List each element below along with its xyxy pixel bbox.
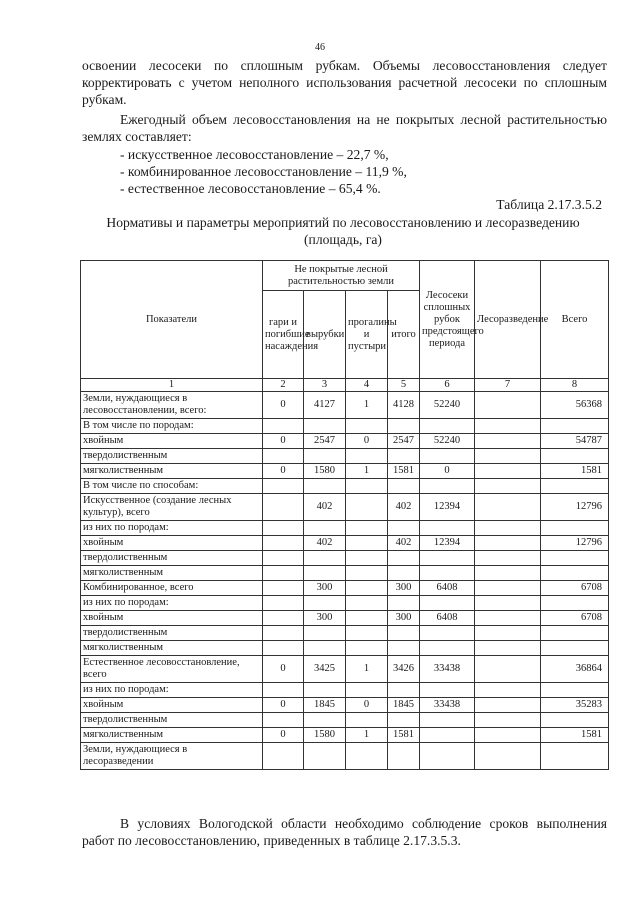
cell-c7	[475, 656, 541, 683]
row-label: мягколиственным	[81, 464, 263, 479]
cell-c2: 0	[263, 728, 304, 743]
cell-c5	[388, 449, 420, 464]
column-index: 3	[304, 379, 346, 392]
paragraph-2: Ежегодный объем лесовосстановления на не покрытых лесной растительностью землях составляет:	[82, 112, 607, 144]
cell-c4	[346, 641, 388, 656]
cell-c5	[388, 521, 420, 536]
cell-c2	[263, 566, 304, 581]
cell-c8: 1581	[541, 728, 609, 743]
cell-c8: 54787	[541, 434, 609, 449]
cell-c7	[475, 683, 541, 698]
cell-c6	[420, 626, 475, 641]
cell-c5	[388, 551, 420, 566]
cell-c8: 12796	[541, 494, 609, 521]
cell-c5	[388, 596, 420, 611]
cell-c2	[263, 611, 304, 626]
cell-c8	[541, 713, 609, 728]
row-label: хвойным	[81, 434, 263, 449]
cell-c3	[304, 479, 346, 494]
cell-c6	[420, 449, 475, 464]
cell-c2	[263, 521, 304, 536]
cell-c3	[304, 713, 346, 728]
table-label: Таблица 2.17.3.5.2	[496, 197, 602, 212]
cell-c6: 6408	[420, 581, 475, 596]
row-label: Искусственное (создание лесных культур), всего	[81, 494, 263, 521]
column-index: 7	[475, 379, 541, 392]
cell-c7	[475, 521, 541, 536]
cell-c7	[475, 449, 541, 464]
cell-c8	[541, 449, 609, 464]
cell-c3: 1580	[304, 728, 346, 743]
cell-c8	[541, 743, 609, 770]
table-row	[81, 392, 609, 419]
table-row	[81, 656, 609, 683]
table-row	[81, 419, 609, 434]
cell-c4	[346, 713, 388, 728]
table-row	[81, 641, 609, 656]
cell-c5	[388, 566, 420, 581]
row-label: В том числе по способам:	[81, 479, 263, 494]
cell-c7	[475, 713, 541, 728]
cell-c5: 1581	[388, 464, 420, 479]
cell-c3: 2547	[304, 434, 346, 449]
cell-c3: 1845	[304, 698, 346, 713]
column-index: 1	[81, 379, 263, 392]
cell-c2	[263, 743, 304, 770]
row-label: твердолиственным	[81, 551, 263, 566]
table-row	[81, 566, 609, 581]
cell-c4	[346, 449, 388, 464]
cell-c6: 33438	[420, 698, 475, 713]
cell-c4	[346, 596, 388, 611]
row-label: мягколиственным	[81, 641, 263, 656]
cell-c7	[475, 596, 541, 611]
cell-c5: 4128	[388, 392, 420, 419]
table-row	[81, 581, 609, 596]
table-row	[81, 626, 609, 641]
cell-c2	[263, 551, 304, 566]
cell-c7	[475, 536, 541, 551]
cell-c6: 52240	[420, 392, 475, 419]
cell-c3: 402	[304, 536, 346, 551]
cell-c5: 300	[388, 581, 420, 596]
cell-c6	[420, 713, 475, 728]
cell-c2	[263, 536, 304, 551]
cell-c7	[475, 626, 541, 641]
cell-c2: 0	[263, 698, 304, 713]
table-caption	[78, 214, 608, 248]
row-label: мягколиственным	[81, 728, 263, 743]
table-row	[81, 713, 609, 728]
row-label: В том числе по породам:	[81, 419, 263, 434]
cell-c8: 36864	[541, 656, 609, 683]
table-row	[81, 449, 609, 464]
cell-c4	[346, 551, 388, 566]
column-index: 6	[420, 379, 475, 392]
cell-c7	[475, 464, 541, 479]
cell-c7	[475, 419, 541, 434]
cell-c5: 402	[388, 494, 420, 521]
table-caption-units: (площадь, га)	[304, 232, 382, 247]
cell-c8	[541, 566, 609, 581]
cell-c8	[541, 641, 609, 656]
cell-c3	[304, 419, 346, 434]
cell-c2: 0	[263, 656, 304, 683]
cell-c7	[475, 581, 541, 596]
cell-c8	[541, 683, 609, 698]
cell-c6: 33438	[420, 656, 475, 683]
row-label: из них по породам:	[81, 521, 263, 536]
row-label: хвойным	[81, 698, 263, 713]
table-row	[81, 596, 609, 611]
column-index: 4	[346, 379, 388, 392]
cell-c8	[541, 551, 609, 566]
cell-c2	[263, 419, 304, 434]
table-row	[81, 743, 609, 770]
column-index-row	[81, 379, 609, 392]
cell-c3	[304, 521, 346, 536]
cell-c3	[304, 551, 346, 566]
cell-c8	[541, 626, 609, 641]
cell-c7	[475, 392, 541, 419]
cell-c6	[420, 551, 475, 566]
cell-c4	[346, 683, 388, 698]
cell-c3	[304, 641, 346, 656]
row-label: Земли, нуждающиеся в лесовосстановлении, всего:	[81, 392, 263, 419]
cell-c6	[420, 641, 475, 656]
cell-c6	[420, 521, 475, 536]
header-unforested-lands: Не покрытые лесной растительностью земли	[263, 261, 420, 291]
cell-c4: 0	[346, 434, 388, 449]
cell-c7	[475, 551, 541, 566]
cell-c8	[541, 479, 609, 494]
cell-c6: 6408	[420, 611, 475, 626]
cell-c7	[475, 479, 541, 494]
cell-c4	[346, 419, 388, 434]
row-label: твердолиственным	[81, 713, 263, 728]
header-clearings: вырубки	[304, 291, 346, 379]
row-label: Естественное лесовосстановление, всего	[81, 656, 263, 683]
cell-c5	[388, 713, 420, 728]
cell-c3	[304, 596, 346, 611]
cell-c7	[475, 743, 541, 770]
header-subtotal: итого	[388, 291, 420, 379]
cell-c4	[346, 626, 388, 641]
cell-c5: 3426	[388, 656, 420, 683]
table-row	[81, 464, 609, 479]
cell-c7	[475, 641, 541, 656]
cell-c6	[420, 566, 475, 581]
table-row	[81, 494, 609, 521]
column-index: 5	[388, 379, 420, 392]
cell-c6	[420, 728, 475, 743]
cell-c5	[388, 479, 420, 494]
cell-c5	[388, 641, 420, 656]
cell-c5: 300	[388, 611, 420, 626]
cell-c4	[346, 479, 388, 494]
cell-c3	[304, 626, 346, 641]
cell-c3: 300	[304, 611, 346, 626]
list-item: - искусственное лесовосстановление – 22,7 %,	[120, 147, 389, 162]
cell-c3: 1580	[304, 464, 346, 479]
row-label: Комбинированное, всего	[81, 581, 263, 596]
table-row	[81, 551, 609, 566]
cell-c8: 35283	[541, 698, 609, 713]
cell-c3: 402	[304, 494, 346, 521]
column-index: 8	[541, 379, 609, 392]
header-clearcut-areas: Лесосеки сплошных рубок предстоящего периода	[420, 261, 475, 379]
row-label: из них по породам:	[81, 596, 263, 611]
cell-c5	[388, 743, 420, 770]
cell-c5: 2547	[388, 434, 420, 449]
cell-c6: 52240	[420, 434, 475, 449]
cell-c6	[420, 683, 475, 698]
cell-c6: 0	[420, 464, 475, 479]
table-caption-title: Нормативы и параметры мероприятий по лесовосстановлению и лесоразведению	[106, 215, 580, 230]
column-index: 2	[263, 379, 304, 392]
cell-c5	[388, 683, 420, 698]
cell-c6	[420, 596, 475, 611]
cell-c7	[475, 698, 541, 713]
cell-c4	[346, 743, 388, 770]
table-row	[81, 611, 609, 626]
cell-c2	[263, 596, 304, 611]
cell-c7	[475, 728, 541, 743]
table-row	[81, 536, 609, 551]
cell-c8	[541, 419, 609, 434]
header-glades-wastelands: прогалины и пустыри	[346, 291, 388, 379]
row-label: хвойным	[81, 536, 263, 551]
list-item: - естественное лесовосстановление – 65,4 %.	[120, 181, 381, 196]
cell-c3	[304, 449, 346, 464]
cell-c4	[346, 494, 388, 521]
cell-c8: 6708	[541, 581, 609, 596]
row-label: хвойным	[81, 611, 263, 626]
percentages-list	[120, 146, 407, 197]
paragraph-1: освоении лесосеки по сплошным рубкам. Объемы лесовосстановления следует корректировать с учетом неполного использования расчетной лесосеки по сплошным рубкам.	[82, 58, 607, 107]
cell-c8: 12796	[541, 536, 609, 551]
cell-c5	[388, 419, 420, 434]
table-row	[81, 521, 609, 536]
row-label: Земли, нуждающиеся в лесоразведении	[81, 743, 263, 770]
cell-c6: 12394	[420, 494, 475, 521]
cell-c4: 1	[346, 656, 388, 683]
cell-c7	[475, 434, 541, 449]
table-row	[81, 479, 609, 494]
row-label: твердолиственным	[81, 626, 263, 641]
cell-c4	[346, 566, 388, 581]
cell-c4	[346, 611, 388, 626]
cell-c2	[263, 683, 304, 698]
cell-c8: 56368	[541, 392, 609, 419]
page-number: 46	[315, 42, 325, 53]
cell-c3	[304, 683, 346, 698]
cell-c6	[420, 479, 475, 494]
header-burnt-dead-stands: гари и погибшие насаждения	[263, 291, 304, 379]
forest-restoration-table	[80, 260, 609, 770]
table-row	[81, 683, 609, 698]
cell-c6: 12394	[420, 536, 475, 551]
footer-paragraph: В условиях Вологодской области необходимо соблюдение сроков выполнения работ по лесовосстановлению, приведенных в таблице 2.17.3.5.3.	[82, 816, 607, 848]
cell-c4	[346, 536, 388, 551]
cell-c2	[263, 713, 304, 728]
cell-c4: 0	[346, 698, 388, 713]
cell-c4	[346, 581, 388, 596]
cell-c6	[420, 743, 475, 770]
cell-c5: 1845	[388, 698, 420, 713]
cell-c3: 300	[304, 581, 346, 596]
cell-c7	[475, 494, 541, 521]
cell-c4	[346, 521, 388, 536]
cell-c5: 1581	[388, 728, 420, 743]
row-label: мягколиственным	[81, 566, 263, 581]
list-item: - комбинированное лесовосстановление – 11,9 %,	[120, 164, 407, 179]
cell-c2	[263, 479, 304, 494]
cell-c2	[263, 641, 304, 656]
row-label: твердолиственным	[81, 449, 263, 464]
cell-c2	[263, 494, 304, 521]
cell-c3	[304, 743, 346, 770]
cell-c8: 6708	[541, 611, 609, 626]
cell-c4: 1	[346, 392, 388, 419]
cell-c8: 1581	[541, 464, 609, 479]
header-total: Всего	[541, 261, 609, 379]
cell-c3	[304, 566, 346, 581]
cell-c8	[541, 596, 609, 611]
cell-c2: 0	[263, 464, 304, 479]
cell-c2	[263, 626, 304, 641]
cell-c5: 402	[388, 536, 420, 551]
cell-c2	[263, 449, 304, 464]
table-row	[81, 434, 609, 449]
cell-c7	[475, 611, 541, 626]
cell-c4: 1	[346, 728, 388, 743]
cell-c8	[541, 521, 609, 536]
table-row	[81, 698, 609, 713]
header-afforestation: Лесоразведение	[475, 261, 541, 379]
row-label: из них по породам:	[81, 683, 263, 698]
cell-c4: 1	[346, 464, 388, 479]
header-indicators: Показатели	[81, 261, 263, 379]
table-row	[81, 728, 609, 743]
cell-c2: 0	[263, 434, 304, 449]
cell-c7	[475, 566, 541, 581]
cell-c3: 4127	[304, 392, 346, 419]
cell-c2: 0	[263, 392, 304, 419]
cell-c3: 3425	[304, 656, 346, 683]
cell-c5	[388, 626, 420, 641]
cell-c2	[263, 581, 304, 596]
cell-c6	[420, 419, 475, 434]
